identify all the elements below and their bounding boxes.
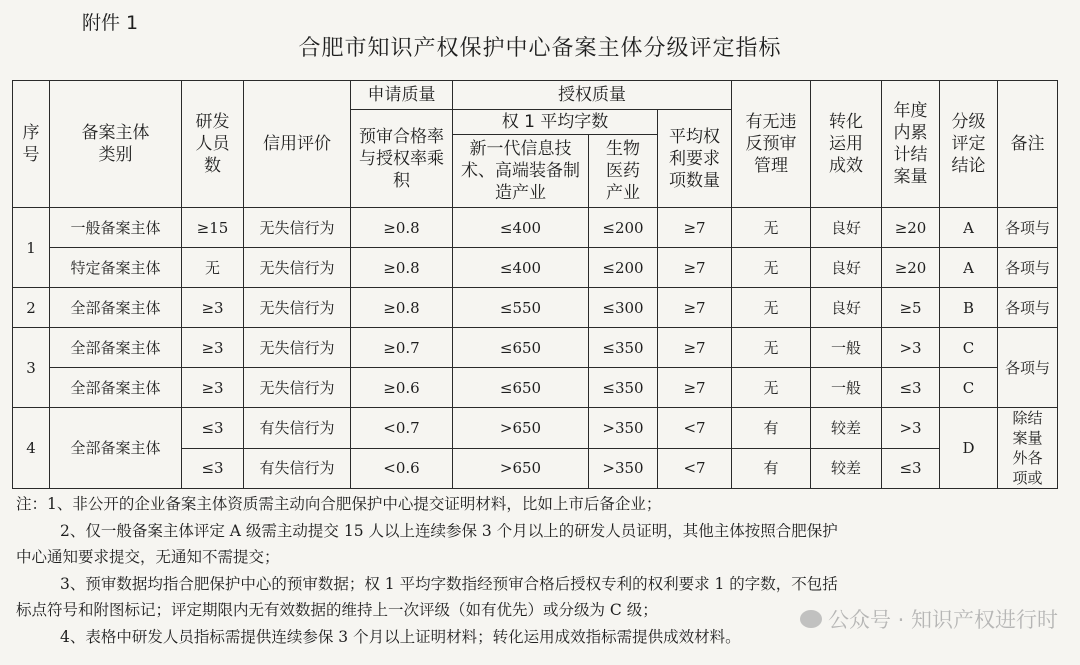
cases-cell: >3 [882,408,940,449]
seq-cell: 4 [13,408,50,489]
header-claim1-words: 权 1 平均字数 [453,110,658,135]
entity-type-cell: 一般备案主体 [50,208,182,248]
rate-cell: ≥0.7 [351,328,453,368]
remark-cell: 除结案量外各项或 [998,408,1058,489]
remark-cell: 各项与 [998,248,1058,288]
cases-cell: ≥20 [882,208,940,248]
cases-cell: ≤3 [882,368,940,408]
table-row [13,368,1058,408]
grade-cell: A [940,248,998,288]
it-words-cell: >650 [453,448,589,489]
seq-cell: 2 [13,288,50,328]
seq-cell: 1 [13,208,50,288]
it-words-cell: ≤650 [453,328,589,368]
bio-words-cell: ≤200 [589,248,658,288]
it-words-cell: ≤650 [453,368,589,408]
header-remark: 备注 [998,81,1058,208]
header-transfer: 转化运用成效 [811,81,882,208]
claims-cell: ≥7 [658,288,732,328]
remark-cell: 各项与 [998,208,1058,248]
cases-cell: >3 [882,328,940,368]
it-words-cell: ≤550 [453,288,589,328]
remark-cell: 各项与 [998,288,1058,328]
violation-cell: 无 [732,288,811,328]
header-rd-staff: 研发人员数 [182,81,244,208]
rate-cell: ≥0.8 [351,288,453,328]
bio-words-cell: ≤200 [589,208,658,248]
transfer-cell: 较差 [811,448,882,489]
credit-cell: 无失信行为 [244,368,351,408]
violation-cell: 无 [732,248,811,288]
violation-cell: 无 [732,368,811,408]
rd-cell: ≥3 [182,328,244,368]
bio-words-cell: ≤300 [589,288,658,328]
header-new-it: 新一代信息技术、高端装备制造产业 [453,135,589,208]
credit-cell: 有失信行为 [244,448,351,489]
bio-words-cell: ≤350 [589,368,658,408]
credit-cell: 无失信行为 [244,288,351,328]
cases-cell: ≤3 [882,448,940,489]
remark-cell: 各项与 [998,328,1058,408]
grading-table [12,80,1058,489]
watermark-text: 公众号 · 知识产权进行时 [827,608,1058,632]
grade-cell: A [940,208,998,248]
rate-cell: <0.7 [351,408,453,449]
header-apply-quality: 申请质量 [351,81,453,110]
rd-cell: 无 [182,248,244,288]
rd-cell: ≥3 [182,288,244,328]
entity-type-cell: 特定备案主体 [50,248,182,288]
header-grant-quality: 授权质量 [453,81,732,110]
header-credit: 信用评价 [244,81,351,208]
wechat-icon [800,610,822,628]
credit-cell: 无失信行为 [244,208,351,248]
grade-cell: D [940,408,998,489]
claims-cell: ≥7 [658,248,732,288]
rd-cell: ≤3 [182,408,244,449]
violation-cell: 有 [732,408,811,449]
rd-cell: ≥3 [182,368,244,408]
bio-words-cell: ≤350 [589,328,658,368]
table-row [13,328,1058,368]
header-grade: 分级评定结论 [940,81,998,208]
credit-cell: 无失信行为 [244,328,351,368]
rd-cell: ≤3 [182,448,244,489]
seq-cell: 3 [13,328,50,408]
rate-cell: ≥0.8 [351,208,453,248]
header-violation: 有无违反预审管理 [732,81,811,208]
violation-cell: 无 [732,328,811,368]
transfer-cell: 一般 [811,368,882,408]
cases-cell: ≥20 [882,248,940,288]
entity-type-cell: 全部备案主体 [50,408,182,489]
violation-cell: 有 [732,448,811,489]
it-words-cell: ≤400 [453,248,589,288]
grade-cell: C [940,368,998,408]
note-line: 3、预审数据均指合肥保护中心的预审数据；权 1 平均字数指经预审合格后授权专利的权利要求 1 的字数，不包括 [60,574,838,593]
rate-cell: <0.6 [351,448,453,489]
header-pass-rate: 预审合格率与授权率乘积 [351,110,453,208]
header-annual-cases: 年度内累计结案量 [882,81,940,208]
cases-cell: ≥5 [882,288,940,328]
claims-cell: ≥7 [658,368,732,408]
credit-cell: 无失信行为 [244,248,351,288]
bio-words-cell: >350 [589,408,658,449]
table-row [13,408,1058,449]
entity-type-cell: 全部备案主体 [50,288,182,328]
rd-cell: ≥15 [182,208,244,248]
header-row [13,81,1058,110]
header-seq: 序号 [13,81,50,208]
credit-cell: 有失信行为 [244,408,351,449]
violation-cell: 无 [732,208,811,248]
entity-type-cell: 全部备案主体 [50,368,182,408]
transfer-cell: 较差 [811,408,882,449]
note-line: 标点符号和附图标记；评定期限内无有效数据的维持上一次评级（如有优先）或分级为 C 级； [16,601,658,619]
transfer-cell: 良好 [811,208,882,248]
table-row [13,248,1058,288]
header-bio: 生物医药产业 [589,135,658,208]
claims-cell: ≥7 [658,328,732,368]
watermark [800,604,1058,634]
transfer-cell: 良好 [811,248,882,288]
it-words-cell: ≤400 [453,208,589,248]
note-line: 注：1、非公开的企业备案主体资质需主动向合肥保护中心提交证明材料，比如上市后备企业； [16,495,662,513]
entity-type-cell: 全部备案主体 [50,328,182,368]
transfer-cell: 一般 [811,328,882,368]
table-row [13,208,1058,248]
note-line: 4、表格中研发人员指标需提供连续参保 3 个月以上证明材料；转化运用成效指标需提供成效材料。 [60,627,741,646]
note-line: 中心通知要求提交，无通知不需提交； [16,548,280,566]
grade-cell: B [940,288,998,328]
rate-cell: ≥0.8 [351,248,453,288]
claims-cell: <7 [658,408,732,449]
transfer-cell: 良好 [811,288,882,328]
bio-words-cell: >350 [589,448,658,489]
note-line: 2、仅一般备案主体评定 A 级需主动提交 15 人以上连续参保 3 个月以上的研发人员证明，其他主体按照合肥保护 [60,521,838,540]
it-words-cell: >650 [453,408,589,449]
grade-cell: C [940,328,998,368]
page-title: 合肥市知识产权保护中心备案主体分级评定指标 [298,36,782,61]
claims-cell: ≥7 [658,208,732,248]
header-entity-type: 备案主体类别 [50,81,182,208]
rate-cell: ≥0.6 [351,368,453,408]
claims-cell: <7 [658,448,732,489]
header-avg-claims: 平均权利要求项数量 [658,110,732,208]
annex-label: 附件 1 [82,12,139,34]
table-row [13,288,1058,328]
